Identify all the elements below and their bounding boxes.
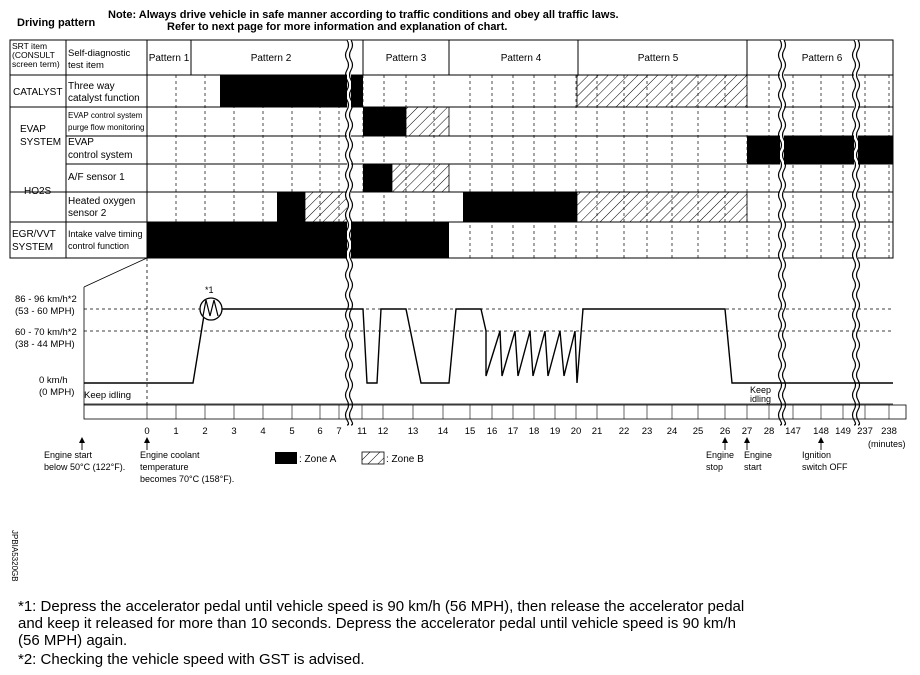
event-coolant-line-0: Engine coolant	[140, 450, 200, 460]
event-ignition-off-line-1: switch OFF	[802, 462, 848, 472]
footnote-1b: and keep it released for more than 10 seconds. Depress the accelerator pedal until vehicle speed is 90 km/h	[18, 615, 736, 632]
time-label-18: 21	[591, 426, 603, 437]
time-label-23: 26	[719, 426, 731, 437]
pattern-label-3: Pattern 3	[385, 53, 427, 64]
time-label-11: 14	[437, 426, 449, 437]
item-1-line-1: catalyst function	[68, 93, 140, 104]
zone-b-bar-8	[392, 164, 449, 192]
srt-evap-line-1: SYSTEM	[20, 137, 62, 148]
selfdiag-header-line-0: Self-diagnostic	[68, 48, 131, 59]
pattern-label-6: Pattern 6	[801, 53, 843, 64]
keep-idling-right-line-0: Keep	[750, 385, 772, 395]
time-label-2: 2	[202, 426, 208, 437]
item-5-line-1: sensor 2	[68, 208, 107, 219]
pattern-label-1: Pattern 1	[148, 53, 190, 64]
keep-idling-left: Keep idling	[84, 390, 132, 401]
time-label-3: 3	[231, 426, 237, 437]
srt-header-line-1: (CONSULT	[12, 50, 55, 60]
time-label-20: 23	[641, 426, 653, 437]
figure-id: JPBIA5320GB	[10, 530, 19, 582]
item-5-line-0: Heated oxygen	[68, 196, 136, 207]
time-label-28: 149	[835, 426, 851, 437]
legend-zone-a-label: : Zone A	[299, 454, 337, 465]
zone-a-bar-1	[220, 75, 349, 107]
zone-b-bar-3	[577, 75, 747, 107]
keep-idling-right-line-1: idling	[750, 394, 772, 404]
time-label-0: 0	[144, 426, 150, 437]
time-label-14: 17	[507, 426, 519, 437]
srt-evap-line-0: EVAP	[20, 124, 46, 135]
zone-b-bar-5	[406, 107, 449, 136]
marker-star-1: *1	[205, 285, 214, 295]
time-label-10: 13	[407, 426, 419, 437]
speed-label-high-line-1: (53 - 60 MPH)	[15, 306, 75, 317]
time-label-17: 20	[570, 426, 582, 437]
event-ignition-off-line-0: Ignition	[802, 450, 832, 460]
zone-a-bar-9	[277, 192, 305, 222]
speed-label-mid-line-0: 60 - 70 km/h*2	[15, 327, 77, 338]
time-label-24: 27	[741, 426, 753, 437]
time-unit: (minutes)	[868, 439, 906, 449]
time-label-4: 4	[260, 426, 266, 437]
legend-zone-b-label: : Zone B	[386, 454, 424, 465]
srt-catalyst: CATALYST	[13, 87, 63, 98]
note-line-1: Note: Always drive vehicle in safe manner according to traffic conditions and obey all traffic laws.	[108, 9, 619, 21]
item-3-line-1: control system	[68, 150, 133, 161]
event-coolant-line-2: becomes 70°C (158°F).	[140, 474, 235, 484]
item-2-line-1: purge flow monitoring	[68, 123, 145, 132]
item-4-line-0: A/F sensor 1	[68, 172, 125, 183]
speed-axis-connector	[84, 258, 147, 287]
time-label-9: 12	[377, 426, 389, 437]
time-label-12: 15	[464, 426, 476, 437]
time-label-30: 238	[881, 426, 897, 437]
item-1-line-0: Three way	[68, 81, 115, 92]
zone-a-bar-13	[147, 222, 349, 258]
event-engine-start2-arrow-head	[744, 437, 750, 443]
zone-a-bar-7	[363, 164, 392, 192]
legend-zone-a-swatch	[275, 452, 297, 464]
time-label-19: 22	[618, 426, 630, 437]
time-label-16: 19	[549, 426, 561, 437]
speed-profile-line	[84, 309, 893, 383]
pattern-label-2: Pattern 2	[250, 53, 292, 64]
time-label-29: 237	[857, 426, 873, 437]
zone-a-bar-11	[463, 192, 577, 222]
speed-label-high-line-0: 86 - 96 km/h*2	[15, 294, 77, 305]
event-engine-stop-arrow-head	[722, 437, 728, 443]
srt-header-line-0: SRT item	[12, 41, 48, 51]
time-label-25: 28	[763, 426, 775, 437]
srt-egr-vvt-line-1: SYSTEM	[12, 242, 54, 253]
item-6-line-0: Intake valve timing	[68, 229, 143, 239]
event-coolant-line-1: temperature	[140, 462, 189, 472]
event-ignition-off-arrow-head	[818, 437, 824, 443]
speed-label-zero-line-0: 0 km/h	[39, 375, 68, 386]
pattern-label-4: Pattern 4	[500, 53, 542, 64]
srt-egr-vvt-line-0: EGR/VVT	[12, 229, 56, 240]
time-label-26: 147	[785, 426, 801, 437]
time-label-6: 6	[317, 426, 323, 437]
event-engine-start-arrow-head	[79, 437, 85, 443]
srt-ho2s: HO2S	[24, 186, 52, 197]
event-engine-start2-line-0: Engine	[744, 450, 773, 460]
event-engine-stop-line-0: Engine	[706, 450, 735, 460]
time-label-13: 16	[486, 426, 498, 437]
time-label-22: 25	[692, 426, 704, 437]
time-label-5: 5	[289, 426, 295, 437]
event-engine-start-line-1: below 50°C (122°F).	[44, 462, 126, 472]
srt-header-line-2: screen term)	[12, 59, 60, 69]
speed-label-zero-line-1: (0 MPH)	[39, 387, 75, 398]
speed-label-mid-line-1: (38 - 44 MPH)	[15, 339, 75, 350]
item-3-line-0: EVAP	[68, 137, 94, 148]
footnote-1c: (56 MPH) again.	[18, 632, 128, 649]
zone-b-bar-10	[305, 192, 349, 222]
item-2-line-0: EVAP control system	[68, 111, 143, 120]
time-label-1: 1	[173, 426, 179, 437]
pattern-label-5: Pattern 5	[637, 53, 679, 64]
event-engine-stop-line-1: stop	[706, 462, 724, 472]
time-label-15: 18	[528, 426, 540, 437]
footnote-2: *2: Checking the vehicle speed with GST is advised.	[18, 651, 365, 668]
event-coolant-arrow-head	[144, 437, 150, 443]
note-line-2: Refer to next page for more information and explanation of chart.	[167, 21, 508, 33]
selfdiag-header-line-1: test item	[68, 60, 104, 71]
event-engine-start2-line-1: start	[744, 462, 762, 472]
footnote-1a: *1: Depress the accelerator pedal until vehicle speed is 90 km/h (56 MPH), then release the accelerator pedal	[18, 598, 745, 615]
marker-circle	[200, 298, 222, 320]
time-label-21: 24	[666, 426, 678, 437]
item-6-line-1: control function	[68, 241, 130, 251]
zone-a-bar-4	[363, 107, 406, 136]
time-label-27: 148	[813, 426, 829, 437]
legend-zone-b-swatch	[362, 452, 384, 464]
time-label-8: 11	[357, 426, 367, 437]
zone-b-bar-12	[577, 192, 747, 222]
page-title: Driving pattern	[17, 17, 96, 29]
time-label-7: 7	[336, 426, 342, 437]
event-engine-start-line-0: Engine start	[44, 450, 93, 460]
